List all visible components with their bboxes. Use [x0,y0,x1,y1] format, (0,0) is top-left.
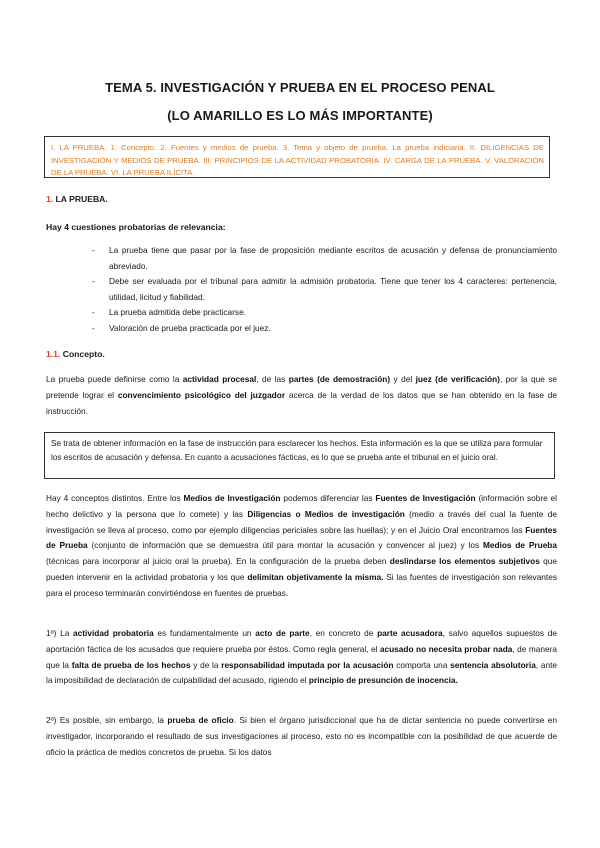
list-item: - Debe ser evaluada por el tribunal para admitir la admisión probatoria. Tiene que tener los 4 caracteres: pertenencia, utilidad, licitud y fiabilidad. [92,274,557,305]
list-item: - Valoración de prueba practicada por el juez. [92,321,557,337]
concepts-paragraph: Hay 4 conceptos distintos. Entre los Medios de Investigación podemos diferenciar las Fuentes de Investigación (información sobre el hecho delictivo y la persona que lo comete) y las Diligencias o Medios de investigación (medio a través del cual la fuente de investigación se lleva al proceso, como por ejemplo diligencias periciales sobre las huellas); y en el Juicio Oral encontramos las Fuentes de Prueba (conjunto de información que se demuestra útil para montar la acusación y convencer al juez) y los Medios de Prueba (técnicas para incorporar al juicio oral la prueba). En la configuración de la prueba deben deslindarse los elementos subjetivos que pueden intervenir en la actividad probatoria y los que delimitan objetivamente la misma. Si las fuentes de investigación son relevantes para el proceso terminarán convirtiéndose en fuentes de pruebas. [46,493,558,598]
list-item: - La prueba admitida debe practicarse. [92,305,557,321]
point-2-paragraph: 2º) Es posible, sin embargo, la prueba de oficio. Si bien el órgano jurisdiccional que ha de dictar sentencia no puede convertirse en investigador, incorporando el resultado de sus investigaciones al proceso, esto no es incompatible con la posibilidad de que acuerde de oficio la práctica de medios concretos de prueba. Si los datos [46,715,557,757]
section-number: 1.1. [46,349,61,359]
document-subtitle: (LO AMARILLO ES LO MÁS IMPORTANTE) [167,108,433,123]
table-of-contents-box: I. LA PRUEBA. 1. Concepto. 2. Fuentes y medios de prueba. 3. Tema y objeto de prueba. La prueba indiciaria. II. DILIGENCIAS DE INVESTIGACIÓN Y MEDIOS DE PRUEBA. III. PRINCIPIOS DE LA ACTIVIDAD PROBATORIA. IV. CARGA DE LA PRUEBA. V. VALORACIÓN DE LA PRUEBA. VI. LA PRUEBA ILÍCITA. [44,136,550,178]
section-number: 1. [46,194,54,204]
point-1-paragraph: 1º) La actividad probatoria es fundamentalmente un acto de parte, en concreto de parte acusadora, salvo aquellos supuestos de aportación fáctica de los acusados que requiere prueba por éstos. Como regla general, el acusado no necesita probar nada, de manera que la falta de prueba de los hechos y de la responsabilidad imputada por la acusación comporta una sentencia absolutoria, ante la imposibilidad de declaración de culpabilidad del acusado, rigiendo el principio de presunción de inocencia. [46,628,557,686]
section-heading-concepto [46,349,105,359]
concept-paragraph: La prueba puede definirse como la actividad procesal, de las partes (de demostración) y del juez (de verificación), por la que se pretende lograr el convencimiento psicológico del juzgador acerca de la verdad de los datos que se han obtenido en la fase de instrucción. [46,374,558,416]
document-title: TEMA 5. INVESTIGACIÓN Y PRUEBA EN EL PROCESO PENAL [105,80,495,95]
section-title: LA PRUEBA. [53,194,108,204]
section-title: Concepto. [60,349,105,359]
intro-heading: Hay 4 cuestiones probatorias de relevancia: [46,222,226,232]
probatory-issues-list [92,243,557,336]
list-item: - La prueba tiene que pasar por la fase de proposición mediante escritos de acusación y defensa de pronunciamiento abreviado. [92,243,557,274]
boxed-note: Se trata de obtener información en la fase de instrucción para esclarecer los hechos. Esta información es la que se utiliza para formular los escritos de acusación y defensa. En cuanto a acusaciones fácticas, es lo que se prueba ante el tribunal en el juicio oral. [44,432,555,479]
section-heading-la-prueba [46,194,108,204]
